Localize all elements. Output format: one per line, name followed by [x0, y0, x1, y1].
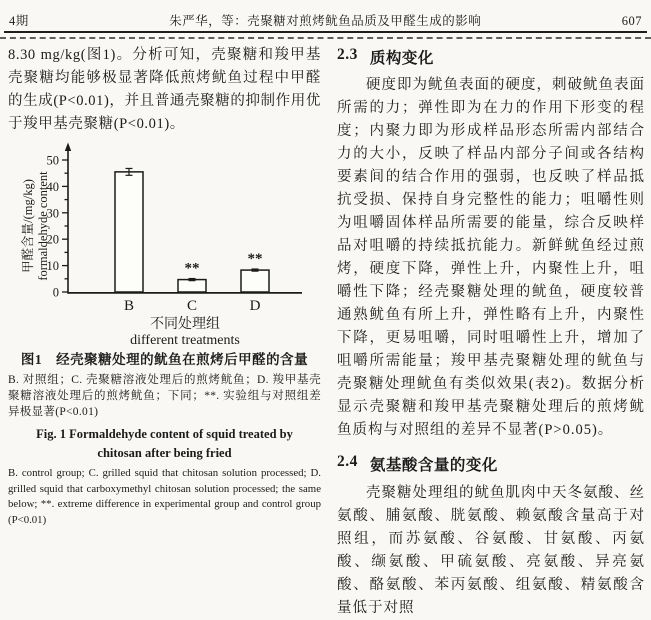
section-2-4-paragraph: 壳聚糖处理组的鱿鱼肌肉中天冬氨酸、丝氨酸、脯氨酸、胱氨酸、赖氨酸含量高于对照组，而苏氨酸、谷氨酸、甘氨酸、丙氨酸、缬氨酸、甲硫氨酸、亮氨酸、异亮氨酸、酪氨酸、苯丙氨酸、组氨酸、精氨酸含量低于对照 [337, 485, 645, 616]
header-rule-solid [4, 31, 647, 33]
left-column [8, 44, 321, 528]
running-title: 朱严华，等：壳聚糖对煎烤鱿鱼品质及甲醛生成的影响 [169, 14, 482, 28]
section-2-4-title: 氨基酸含量的变化 [369, 457, 498, 474]
svg-text:formaldehyde content: formaldehyde content [36, 171, 50, 281]
page-number: 607 [621, 14, 642, 28]
svg-text:50: 50 [46, 153, 59, 168]
page-header [9, 11, 642, 29]
svg-text:B: B [123, 298, 135, 314]
section-2-3-paragraph: 硬度即为鱿鱼表面的硬度，刺破鱿鱼表面所需的力；弹性即为在力的作用下形变的程度；内聚力即为形成样品形态所需内部结合力的大小，反映了样品内部分子间或各结构要素间的结合作用的强弱，也反映了样品抵抗受损、保持自身完整性的能力；咀嚼性则为咀嚼固体样品所需要的能量，综合反映样品对咀嚼的持续抵抗能力。新鲜鱿鱼经过煎烤，硬度下降，弹性上升，内聚性上升，咀嚼性下降；经壳聚糖处理的鱿鱼，硬度较普通熟鱿鱼有所上升，弹性略有上升，内聚性下降，更易咀嚼，同时咀嚼性上升，增加了咀嚼所需能量；羧甲基壳聚糖处理的鱿鱼与壳聚糖处理鱿鱼有类似效果(表2)。数据分析显示壳聚糖和羧甲基壳聚糖处理后的煎烤鱿鱼质构与对照组的差异不显著(P>0.05)。 [337, 77, 645, 438]
figure1-note-en: B. control group; C. grilled squid that chitosan solution processed; D. grilled squid that carboxymethyl chitosan solution processed; the same below; **. extreme difference in experimental group and control group (P<0.01) [8, 467, 321, 526]
svg-text:30: 30 [46, 206, 59, 221]
svg-text:不同处理组: 不同处理组 [150, 317, 220, 332]
svg-text:40: 40 [46, 179, 59, 194]
svg-text:different treatments: different treatments [130, 333, 240, 346]
figure1-chart [20, 140, 312, 346]
section-2-3-title: 质构变化 [369, 50, 434, 67]
figure1-caption-en-line2: chitosan after being fried [97, 446, 232, 460]
svg-text:10: 10 [46, 259, 59, 274]
figure1-note-cn: B. 对照组；C. 壳聚糖溶液处理后的煎烤鱿鱼；D. 羧甲基壳聚糖溶液处理后的煎烤鱿鱼；下同；**. 实验组与对照组差异极显著(P<0.01) [8, 374, 321, 418]
bar-D [241, 270, 269, 292]
svg-text:**: ** [184, 260, 200, 277]
header-rule-dashed [0, 37, 651, 39]
section-2-4-number: 2.4 [337, 453, 358, 470]
bar-B [115, 172, 143, 292]
svg-text:20: 20 [46, 232, 59, 247]
svg-text:D: D [249, 298, 261, 314]
svg-text:甲醛含量/(mg/kg): 甲醛含量/(mg/kg) [21, 179, 35, 273]
figure1-caption-en [8, 425, 321, 463]
issue-label: 4期 [9, 14, 29, 28]
bar-C [178, 280, 206, 292]
section-2-4-heading [337, 453, 645, 475]
figure1-caption-en-line1: Fig. 1 Formaldehyde content of squid treated by [36, 427, 293, 441]
figure1-caption-cn: 图1 经壳聚糖处理的鱿鱼在煎烤后甲醛的含量 [20, 352, 309, 367]
formaldehyde-paragraph: 8.30 mg/kg(图1)。分析可知，壳聚糖和羧甲基壳聚糖均能够极显著降低煎烤鱿鱼过程中甲醛的生成(P<0.01)，并且普通壳聚糖的抑制作用优于羧甲基壳聚糖(P<0.01)。 [8, 47, 321, 132]
section-2-3-number: 2.3 [337, 46, 358, 63]
svg-text:C: C [186, 298, 198, 314]
svg-text:0: 0 [52, 285, 59, 300]
right-column [337, 44, 645, 620]
svg-text:**: ** [247, 251, 263, 268]
section-2-3-heading [337, 46, 645, 68]
